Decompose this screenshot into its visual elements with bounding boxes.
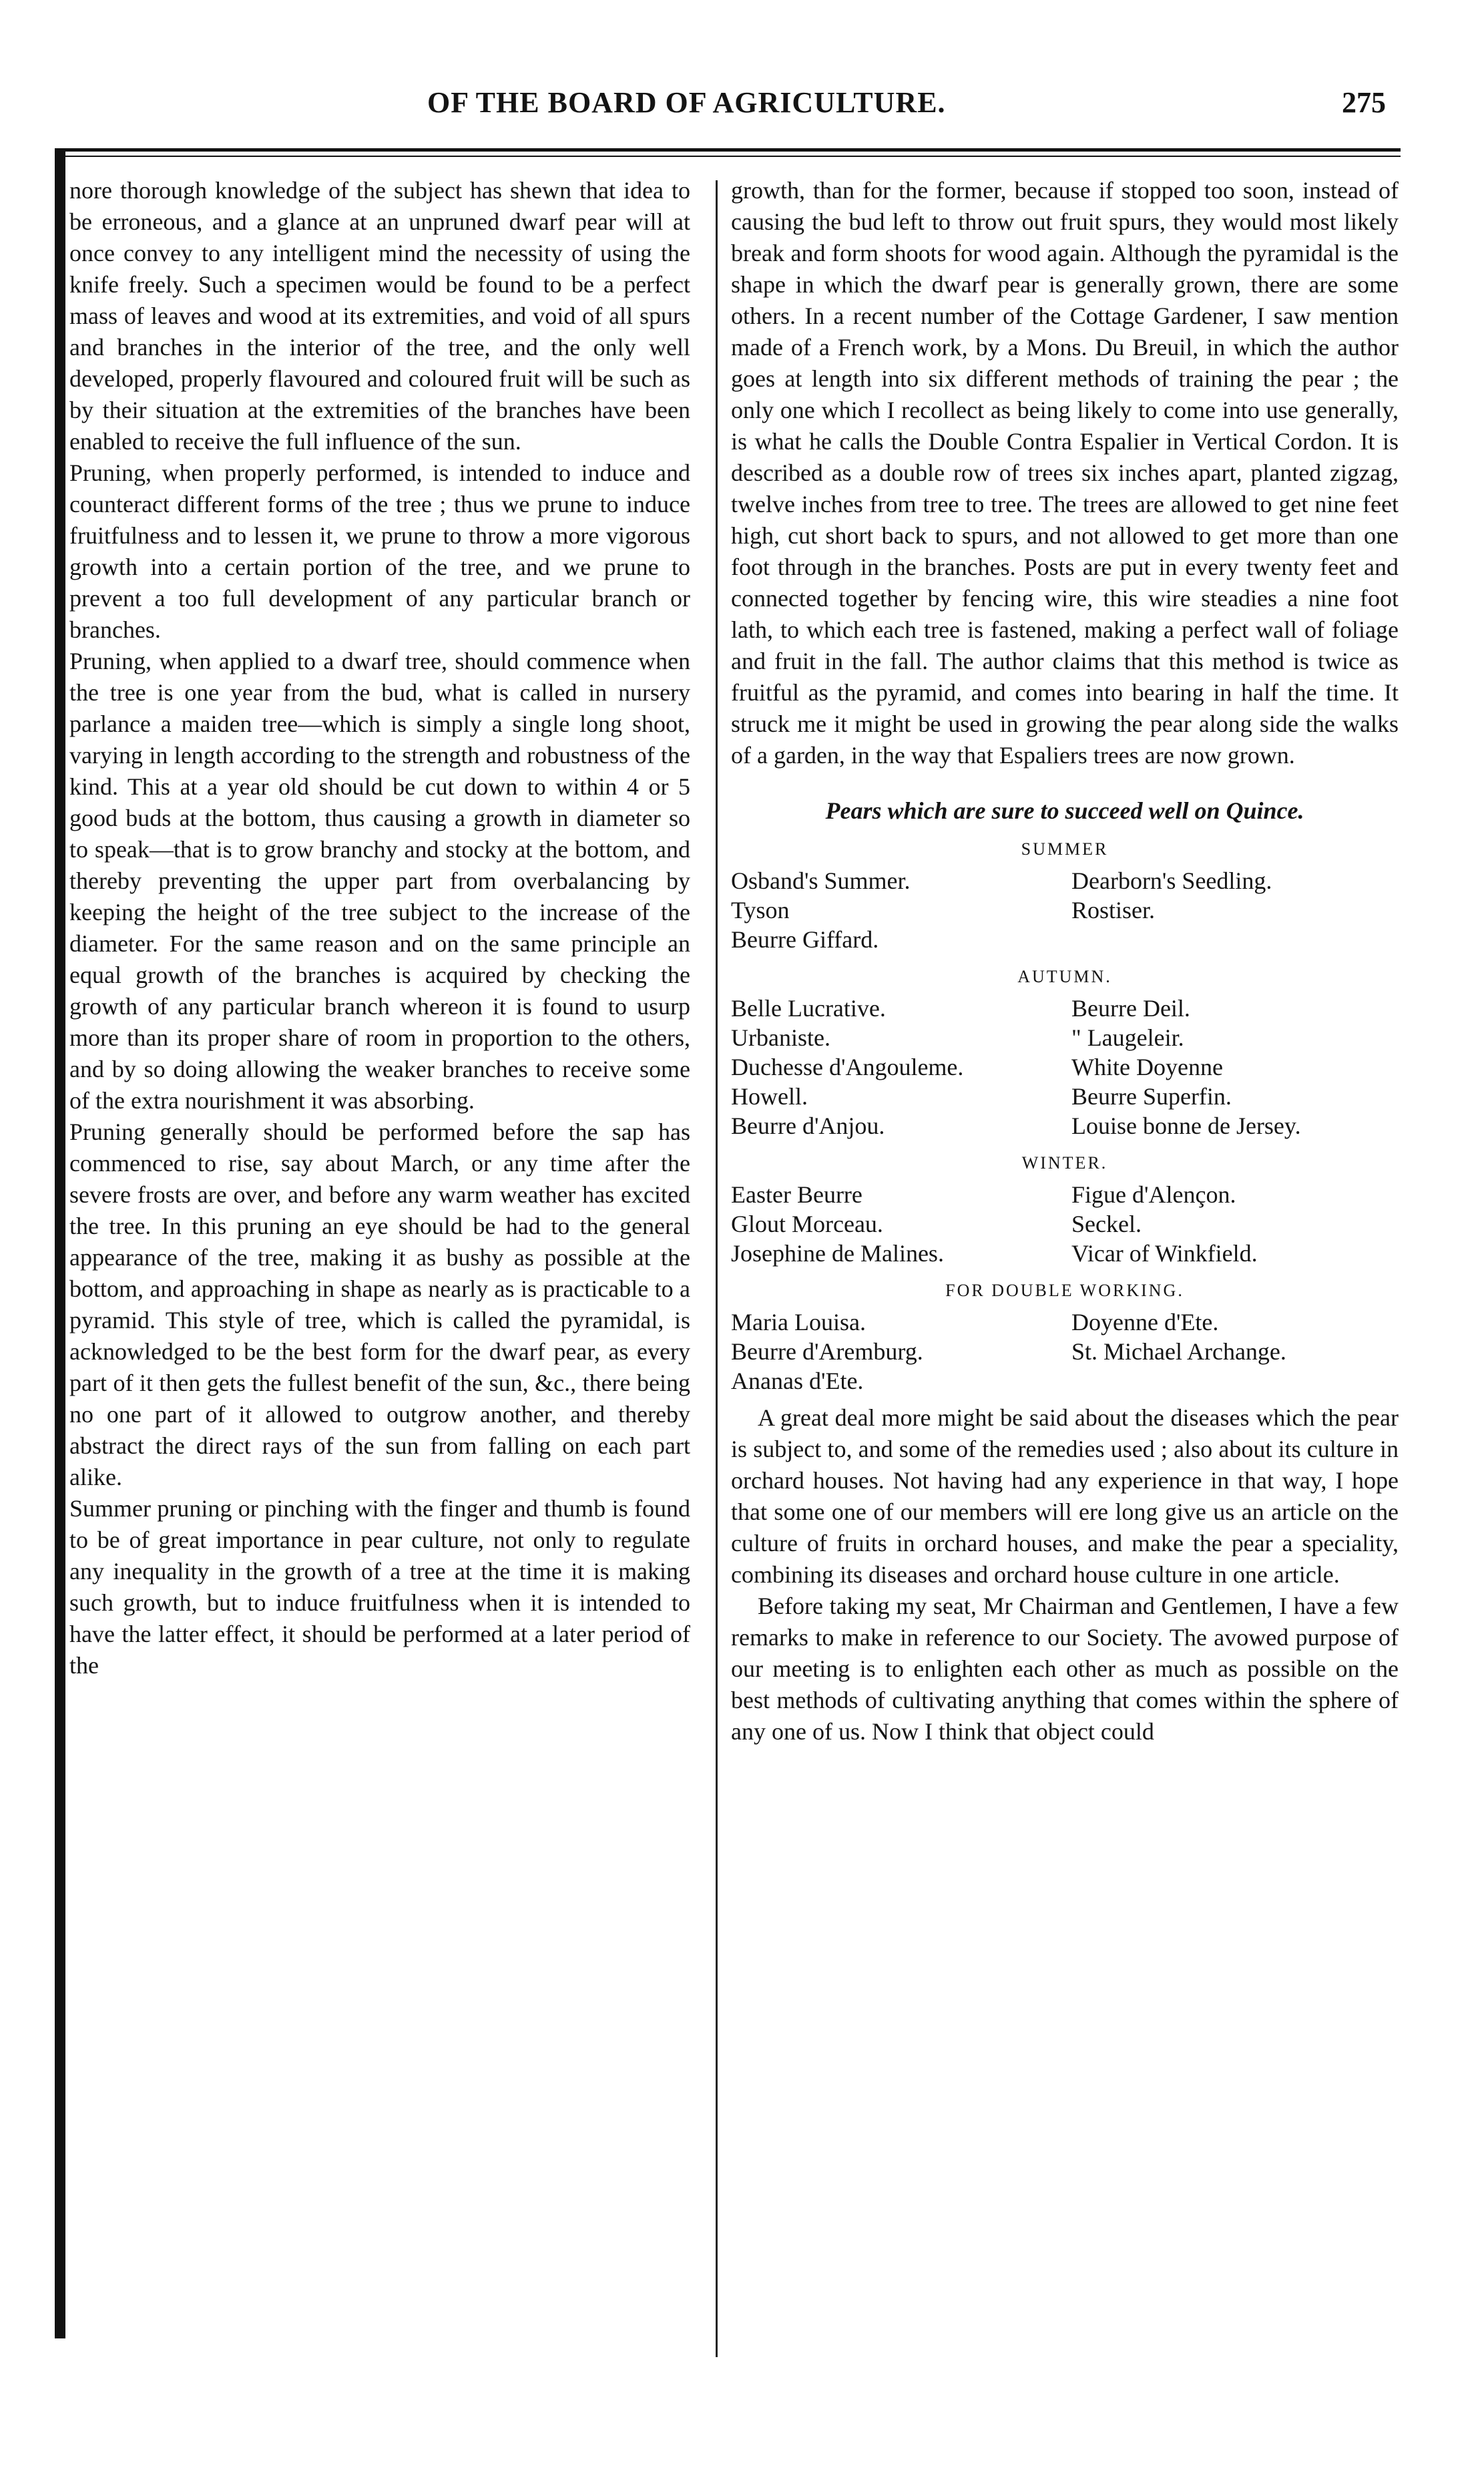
pear-variety: Howell. bbox=[731, 1083, 808, 1110]
season-heading: SUMMER bbox=[1021, 839, 1109, 859]
pear-variety: Beurre d'Anjou. bbox=[731, 1112, 885, 1139]
pear-variety: Easter Beurre bbox=[731, 1181, 862, 1208]
pear-variety: White Doyenne bbox=[1071, 1054, 1223, 1080]
header-rule-thin bbox=[59, 156, 1401, 157]
running-head bbox=[0, 85, 1484, 126]
left-paragraph: Pruning, when properly performed, is intended to induce and counteract different forms of the tree ; thus we prune to induce fruitfulness and to lessen it, we prune to throw a more vigorous growth into a certain portion of the tree, and we prune to prevent a too full development of any particular branch or branches. bbox=[69, 459, 690, 643]
variety-list bbox=[731, 1180, 1399, 1268]
left-paragraph: Summer pruning or pinching with the finger and thumb is found to be of great importance in pear culture, not only to regulate any inequality in the growth of a tree at the time it is making such growth, but to induce fruitfulness when it is intended to have the latter effect, it should be performed at a later period of the bbox=[69, 1495, 690, 1679]
pear-variety: Louise bonne de Jersey. bbox=[1071, 1112, 1301, 1139]
pear-variety: Beurre Superfin. bbox=[1071, 1083, 1232, 1110]
variety-list bbox=[731, 994, 1399, 1141]
pear-variety: Beurre Giffard. bbox=[731, 926, 879, 953]
variety-list bbox=[731, 866, 1399, 954]
pear-variety: Rostiser. bbox=[1071, 897, 1156, 923]
pear-variety: Urbaniste. bbox=[731, 1024, 830, 1051]
pear-variety: Beurre d'Aremburg. bbox=[731, 1338, 923, 1365]
right-column bbox=[731, 175, 1399, 1747]
pear-variety: Vicar of Winkfield. bbox=[1071, 1240, 1258, 1267]
pear-variety: Doyenne d'Ete. bbox=[1071, 1309, 1219, 1335]
right-intro-paragraph: growth, than for the former, because if stopped too soon, instead of causing the bud left to throw out fruit spurs, they would most likely break and form shoots for wood again. Although the pyramidal is the shape in which the dwarf pear is generally grown, there are some others. In a recent number of the Cottage Gardener, I saw mention made of a French work, by a Mons. Du Breuil, in which the author goes at length into six different methods of training the pear ; the only one which I recollect as being likely to come into use generally, is what he calls the Double Contra Espalier in Vertical Cordon. It is described as a double row of trees six inches apart, planted zigzag, twelve inches from tree to tree. The trees are allowed to get nine feet high, cut short back to spurs, and not allowed to get more than one foot through in the branches. Posts are put in every twenty feet and connected together by fencing wire, this wire steadies a nine foot lath, to which each tree is fastened, making a perfect wall of foliage and fruit in the fall. The author claims that this method is twice as fruitful as the pyramid, and comes into bearing in half the time. It struck me it might be used in growing the pear along side the walks of a garden, in the way that Espaliers trees are now grown. bbox=[731, 177, 1399, 769]
page-number: 275 bbox=[1342, 86, 1386, 119]
pear-list-heading: Pears which are sure to succeed well on Quince. bbox=[825, 797, 1304, 824]
left-paragraph: Pruning, when applied to a dwarf tree, should commence when the tree is one year from the bud, what is called in nursery parlance a maiden tree—which is simply a single long shoot, varying in length according to the strength and robustness of the kind. This at a year old should be cut down to within 4 or 5 good buds at the bottom, thus causing a growth in diameter so to speak—that is to grow branchy and stocky at the bottom, and thereby preventing the upper part from overbalancing by keeping the height of the tree subject to the increase of the diameter. For the same reason and on the same principle an equal growth of the branches is acquired by checking the growth of any particular branch whereon it is found to usurp more than its proper share of room in proportion to the others, and by so doing allowing the weaker branches to receive some of the extra nourishment it was absorbing. bbox=[69, 648, 690, 1114]
pear-variety: " Laugeleir. bbox=[1071, 1024, 1184, 1051]
pear-variety: Beurre Deil. bbox=[1071, 995, 1190, 1022]
pear-variety: Josephine de Malines. bbox=[731, 1240, 944, 1267]
column-divider bbox=[716, 180, 718, 2357]
pear-variety: Osband's Summer. bbox=[731, 867, 911, 894]
season-heading: FOR DOUBLE WORKING. bbox=[945, 1281, 1184, 1300]
pear-variety: Ananas d'Ete. bbox=[731, 1368, 864, 1394]
season-heading: WINTER. bbox=[1021, 1153, 1108, 1173]
pear-variety: Tyson bbox=[731, 897, 790, 923]
pear-variety: Seckel. bbox=[1071, 1211, 1142, 1237]
left-paragraph: nore thorough knowledge of the subject has shewn that idea to be erroneous, and a glance at an unpruned dwarf pear will at once convey to any intelligent mind the necessity of using the knife freely. Such a specimen would be found to be a perfect mass of leaves and wood at its extremities, and void of all spurs and branches in the interior of the tree, and the only well developed, properly flavoured and coloured fruit will be such as by their situation at the extremities of the branches have been enabled to receive the full influence of the sun. bbox=[69, 177, 690, 455]
pear-variety: Belle Lucrative. bbox=[731, 995, 886, 1022]
binding-edge bbox=[55, 148, 65, 2338]
pear-variety: Glout Morceau. bbox=[731, 1211, 883, 1237]
right-paragraph: Before taking my seat, Mr Chairman and Gentlemen, I have a few remarks to make in reference to our Society. The avowed purpose of our meeting is to enlighten each other as much as possible on the best methods of cultivating anything that comes within the sphere of any one of us. Now I think that object could bbox=[731, 1593, 1399, 1745]
pear-variety: St. Michael Archange. bbox=[1071, 1338, 1286, 1365]
right-paragraph: A great deal more might be said about the diseases which the pear is subject to, and some of the remedies used ; also about its culture in orchard houses. Not having had any experience in that way, I hope that some one of our members will ere long give us an article on the culture of fruits in orchard houses, and make the pear a speciality, combining its diseases and orchard house culture in one article. bbox=[731, 1404, 1399, 1588]
pear-variety: Dearborn's Seedling. bbox=[1071, 867, 1272, 894]
left-column bbox=[69, 175, 690, 1681]
left-paragraph: Pruning generally should be performed before the sap has commenced to rise, say about March, or any time after the severe frosts are over, and before any warm weather has excited the tree. In this pruning an eye should be had to the general appearance of the tree, making it as bushy as possible at the bottom, and approaching in shape as nearly as is practicable to a pyramid. This style of tree, which is called the pyramidal, is acknowledged to be the best form for the dwarf pear, as every part of it then gets the fullest benefit of the sun, &c., there being no one part of it allowed to outgrow another, and thereby abstract the direct rays of the sun from falling on each part alike. bbox=[69, 1118, 690, 1490]
variety-list bbox=[731, 1307, 1399, 1396]
season-heading: AUTUMN. bbox=[1017, 967, 1112, 986]
pear-variety: Maria Louisa. bbox=[731, 1309, 866, 1335]
header-rule-thick bbox=[59, 148, 1401, 152]
pear-variety: Duchesse d'Angouleme. bbox=[731, 1054, 964, 1080]
pear-variety: Figue d'Alençon. bbox=[1071, 1181, 1236, 1208]
running-title: OF THE BOARD OF AGRICULTURE. bbox=[427, 86, 946, 119]
